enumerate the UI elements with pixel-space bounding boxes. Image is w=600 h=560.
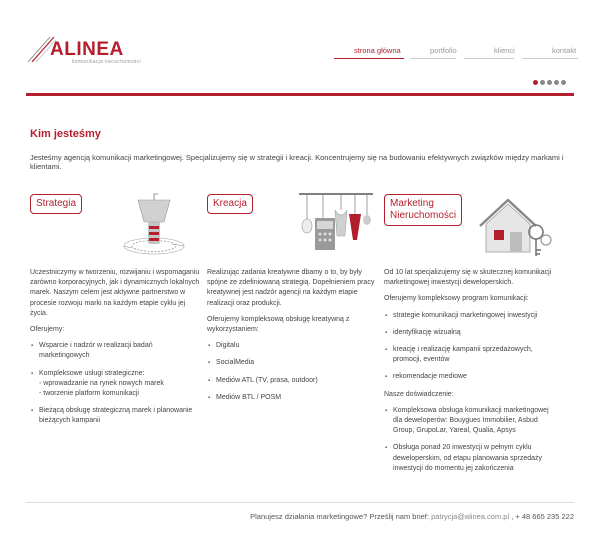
offer-list (384, 311, 554, 383)
house-keys-icon (474, 190, 552, 262)
sub-item: - tworzenie platform komunikacji (39, 390, 139, 398)
tag-strategy: Strategia (30, 194, 82, 214)
sub-item: - wprowadzanie na rynek nowych marek (39, 379, 164, 387)
nav-underline-home (334, 58, 404, 59)
column-banner (384, 188, 554, 260)
list-item: ▪ Bieżącą obsługę strategiczną marek i planowanie bieżących kampanii (30, 406, 200, 426)
column-paragraph: Uczestniczymy w tworzeniu, rozwijaniu i wspomaganiu zarówno korporacyjnych, jak i dynamicznych lokalnych marek. Naszym celem jest aktywne partnerstwo w procesie rozwoju marki na każdym etapie cyklu jej życia. (30, 269, 200, 317)
nav-item-clients[interactable]: klienci (494, 46, 515, 55)
list-item: ▪ Mediów ATL (TV, prasa, outdoor) (207, 376, 377, 386)
list-item: ▪ Obsługa ponad 20 inwestycji w pełnym cyklu deweloperskim, od etapu planowania sprzedaży inwestycji do momentu jej zakończenia (384, 443, 554, 474)
column-banner (30, 188, 200, 260)
footer-phone: , + 48 665 235 222 (511, 512, 574, 521)
footer (250, 512, 574, 521)
column-text (384, 268, 554, 474)
column-paragraph: Oferujemy kompleksowy program komunikacji: (384, 295, 529, 303)
slider-dot[interactable] (547, 80, 552, 85)
offer-list (30, 341, 200, 426)
header-divider (26, 93, 574, 96)
main-nav (334, 46, 578, 62)
list-item: ▪ rekomendacje mediowe (384, 372, 554, 382)
list-item: ▪ Digitalu (207, 341, 377, 351)
tag-creation: Kreacja (207, 194, 253, 214)
experience-list (384, 406, 554, 474)
nav-underline-portfolio (410, 58, 456, 59)
slider-dot[interactable] (561, 80, 566, 85)
experience-heading: Nasze doświadczenie: (384, 390, 454, 398)
column-banner (207, 188, 377, 260)
column-real-estate (384, 188, 554, 481)
page-title: Kim jesteśmy (30, 128, 101, 140)
nav-underline-clients (464, 58, 514, 59)
nav-item-contact[interactable]: kontakt (552, 46, 577, 55)
column-strategy (30, 188, 200, 434)
slider-dot[interactable] (554, 80, 559, 85)
column-paragraph: Oferujemy kompleksową obsługę kreatywną z wykorzystaniem: (207, 315, 350, 334)
list-item: ▪ Kompleksowa obsługa komunikacji marketingowej dla deweloperów: Bouygues Immobilier, Asbud Group, GrupoLar, Yareal, Qualia, Apsys (384, 406, 554, 437)
nav-underline-contact (522, 58, 578, 59)
header (0, 0, 600, 96)
column-text (207, 268, 377, 403)
slider-dot[interactable] (533, 80, 538, 85)
nav-item-home[interactable]: strona główna (354, 46, 401, 55)
lamp-icon (118, 192, 188, 258)
list-item-label: Kompleksowe usługi strategiczne: (39, 369, 145, 377)
column-paragraph: Oferujemy: (30, 326, 65, 334)
column-paragraph: Od 10 lat specjalizujemy się w skutecznej komunikacji marketingowej inwestycji deweloperskich. (384, 269, 552, 287)
logo-text: ALINEA (50, 39, 124, 60)
footer-divider (26, 502, 574, 503)
nav-item-portfolio[interactable]: portfolio (430, 46, 457, 55)
slider-dots (533, 78, 568, 84)
list-item: ▪ strategie komunikacji marketingowej inwestycji (384, 311, 554, 321)
list-item: ▪ Mediów BTL / POSM (207, 393, 377, 403)
intro-text: Jesteśmy agencją komunikacji marketingowej. Specjalizujemy się w strategii i kreacji. Koncentrujemy się na budowaniu efektywnych związków między markami i klientami. (30, 153, 564, 171)
list-item (30, 369, 200, 400)
column-paragraph: Realizując zadania kreatywne dbamy o to, by były spójne ze zdefiniowaną strategią. Dopełnieniem pracy kreatywnej jest nadzór agencji na każdym etapie realizacji oraz produkcji. (207, 269, 375, 307)
footer-email-link[interactable]: patrycja@alinea.com.pl (431, 512, 510, 521)
logo[interactable] (26, 34, 141, 66)
list-item: ▪ kreację i realizację kampanii sprzedażowych, promocji, eventów (384, 345, 554, 365)
column-text (30, 268, 200, 427)
tag-line: Marketing (390, 198, 434, 209)
logo-tagline: komunikacja nieruchomości (72, 59, 141, 65)
tag-real-estate (384, 194, 462, 226)
list-item: ▪ SocialMedia (207, 358, 377, 368)
list-item: ▪ identyfikację wizualną (384, 328, 554, 338)
tag-line: Nieruchomości (390, 210, 457, 221)
slider-dot[interactable] (540, 80, 545, 85)
list-item: ▪ Wsparcie i nadzór w realizacji badań marketingowych (30, 341, 200, 361)
footer-prompt: Planujesz działania marketingowe? Prześlij nam brief: (250, 512, 429, 521)
kitchen-tools-icon (297, 190, 375, 258)
offer-list (207, 341, 377, 403)
column-creation (207, 188, 377, 410)
